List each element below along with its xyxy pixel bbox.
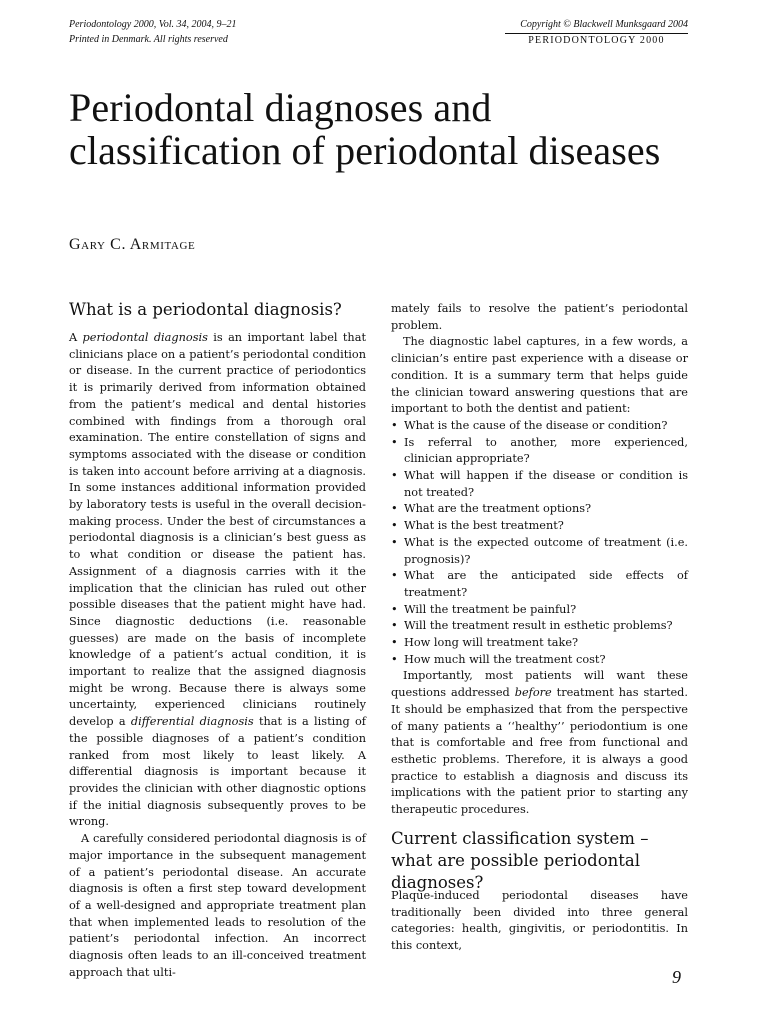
paragraph-continued: A carefully considered periodontal diagnosis is of major importance in the subsequent management of a patient’s periodontal disease. An accurate diagnosis is often a first step toward development of a well-designed and appropriate treatment plan that when implemented leads to resolution of the patient’s periodontal infection. An incorrect diagnosis often leads to an ill-conceived treatment approach that ulti- — [69, 832, 366, 979]
bullet-icon: • — [391, 469, 398, 483]
list-item: • What are the treatment options? — [391, 501, 688, 518]
running-header-left — [69, 17, 237, 47]
list-item: • Will the treatment result in esthetic problems? — [391, 618, 688, 635]
list-item: • How long will treatment take? — [391, 635, 688, 652]
bullet-icon: • — [391, 619, 398, 633]
list-item: • What is the cause of the disease or condition? — [391, 418, 688, 435]
right-column — [391, 301, 688, 819]
journal-citation: Periodontology 2000, Vol. 34, 2004, 9–21 — [69, 19, 237, 30]
bullet-icon: • — [391, 652, 398, 666]
paragraph: Importantly, most patients will want these questions addressed before treatment has started. It should be emphasized that from the perspective of many patients a ‘‘healthy’’ periodontium is one that is comfortable and free from functional and esthetic problems. Therefore, it is always a good practice to establish a diagnosis and discuss its implications with the patient prior to starting any therapeutic procedures. — [391, 669, 689, 817]
bullet-icon: • — [391, 602, 398, 616]
list-item: • Will the treatment be painful? — [391, 602, 688, 619]
bullet-icon: • — [391, 502, 398, 516]
list-item: • What is the expected outcome of treatment (i.e. prognosis)? — [391, 535, 688, 566]
bullet-icon: • — [391, 535, 398, 549]
author-name: Gary C. Armitage — [69, 236, 196, 253]
section-heading-diagnosis: What is a periodontal diagnosis? — [69, 300, 342, 319]
section-heading-classification: Current classification system – what are possible periodontal diagnoses? — [391, 829, 649, 892]
list-item: • What is the best treatment? — [391, 518, 688, 535]
copyright-line: Copyright © Blackwell Munksgaard 2004 — [520, 19, 688, 30]
paragraph-continuation: mately fails to resolve the patient’s periodontal problem. — [391, 302, 688, 332]
bullet-icon: • — [391, 636, 398, 650]
list-item: • What will happen if the disease or condition is not treated? — [391, 469, 688, 499]
paragraph: The diagnostic label captures, in a few words, a clinician’s entire past experience with a disease or condition. It is a summary term that helps guide the clinician toward answering questions that are important to both the dentist and patient: — [391, 335, 688, 416]
questions-list — [391, 418, 688, 669]
list-item: • Is referral to another, more experienced, clinician appropriate? — [391, 435, 688, 466]
paragraph: A periodontal diagnosis is an important label that clinicians place on a patient’s periodontal condition or disease. In the current practice of periodontics it is primarily derived from information obtained from the patient’s medical and dental histories combined with findings from a thorough oral examination. The entire constellation of signs and symptoms associated with the disease or condition is taken into account before arriving at a diagnosis. In some instances additional information provided by laboratory tests is useful in the overall decision-making process. Under the best of circumstances a periodontal diagnosis is a clinician’s best guess as to what condition or disease the patient has. Assignment of a diagnosis carries with it the implication that the clinician has ruled out other possible diseases that the patient might have had. Since diagnostic deductions (i.e. reasonable guesses) are made on the basis of incomplete knowledge of a patient’s actual condition, it is important to realize that the assigned diagnosis might be wrong. Because there is always some uncertainty, experienced clinicians routinely develop a differential diagnosis that is a listing of the possible diagnoses of a patient’s condition ranked from most likely to least likely. A differential diagnosis is important because it provides the clinician with other diagnostic options if the initial diagnosis subsequently proves to be wrong. — [69, 331, 366, 829]
left-column — [69, 330, 366, 981]
list-item: • What are the anticipated side effects of treatment? — [391, 569, 688, 599]
right-column-lower — [391, 888, 688, 955]
bullet-icon: • — [391, 418, 398, 432]
page-number: 9 — [672, 967, 681, 987]
bullet-icon: • — [391, 435, 398, 449]
journal-name: PERIODONTOLOGY 2000 — [505, 33, 688, 48]
paragraph: Plaque-induced periodontal diseases have traditionally been divided into three general categories: health, gingivitis, or periodontitis. In this context, — [391, 889, 688, 953]
bullet-icon: • — [391, 519, 398, 533]
bullet-icon: • — [391, 569, 398, 583]
list-item: • How much will the treatment cost? — [391, 652, 688, 669]
printed-line: Printed in Denmark. All rights reserved — [69, 34, 228, 45]
article-title: Periodontal diagnoses and classification of periodontal diseases — [69, 85, 661, 173]
running-header-right — [505, 17, 688, 48]
